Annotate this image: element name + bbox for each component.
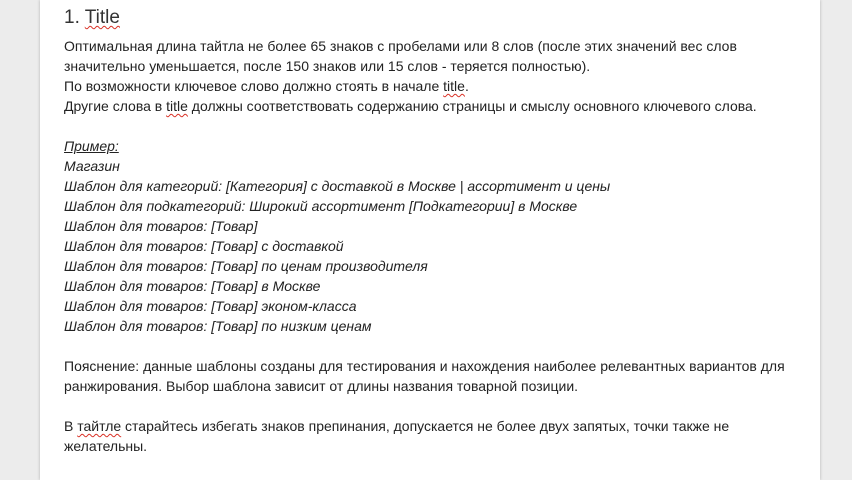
intro-2-end: . [464, 78, 469, 94]
explanation-paragraph: Пояснение: данные шаблоны созданы для тестирования и нахождения наиболее релевантных вариантов для ранжирования. Выбор шаблона зависит от длины названия товарной позиции. [64, 358, 785, 394]
intro-2-text: По возможности ключевое слово должно стоять в начале [64, 78, 444, 94]
heading-word: Title [84, 7, 120, 28]
example-line: Шаблон для подкатегорий: Широкий ассортимент [Подкатегории] в Москве [64, 198, 578, 214]
example-line: Шаблон для товаров: [Товар] с доставкой [64, 238, 344, 254]
example-label: Пример: [64, 138, 119, 154]
intro-2-keyword: title [443, 78, 465, 94]
example-line: Магазин [64, 158, 120, 174]
final-text: В [64, 418, 78, 434]
example-line: Шаблон для товаров: [Товар] [64, 218, 258, 234]
document-body [64, 6, 794, 456]
intro-paragraph-2 [64, 76, 794, 96]
final-end: старайтесь избегать знаков препинания, допускается не более двух запятых, точки также не желательны. [64, 418, 730, 454]
intro-paragraph-1: Оптимальная длина тайтла не более 65 знаков с пробелами или 8 слов (после этих значений вес слов значительно уменьшается, после 150 знаков или 15 слов - теряется полностью). [64, 38, 737, 74]
heading-number: 1. [64, 7, 85, 28]
example-line: Шаблон для категорий: [Категория] с доставкой в Москве | ассортимент и цены [64, 178, 611, 194]
document-page [40, 0, 820, 480]
example-line: Шаблон для товаров: [Товар] по ценам производителя [64, 258, 428, 274]
example-line: Шаблон для товаров: [Товар] в Москве [64, 278, 321, 294]
intro-3-end: должны соответствовать содержанию страницы и смыслу основного ключевого слова. [187, 98, 757, 114]
section-heading [64, 6, 794, 30]
intro-3-keyword: title [166, 98, 188, 114]
example-line: Шаблон для товаров: [Товар] эконом-класса [64, 298, 357, 314]
final-paragraph [64, 416, 794, 456]
example-line: Шаблон для товаров: [Товар] по низким ценам [64, 318, 372, 334]
final-keyword: тайтле [77, 418, 122, 434]
intro-paragraph-3 [64, 96, 794, 116]
intro-3-text: Другие слова в [64, 98, 167, 114]
